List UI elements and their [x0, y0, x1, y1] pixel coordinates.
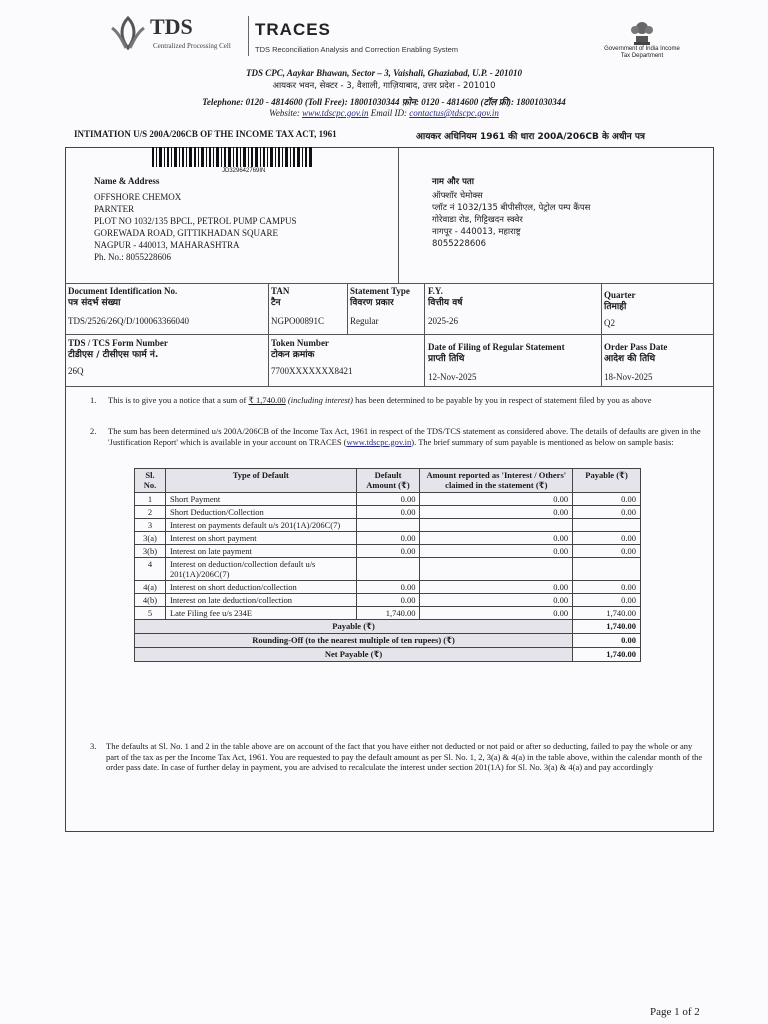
- tds-title: TDS: [150, 14, 193, 39]
- table-row: [135, 545, 641, 558]
- token-label: Token Number: [271, 338, 329, 348]
- table-row: [135, 594, 641, 607]
- cell-sl: 5: [135, 607, 166, 620]
- barcode-number: JD329642769IN: [222, 168, 266, 174]
- para-number: 3.: [90, 741, 97, 751]
- grid-line: [65, 334, 714, 335]
- phone-line: Telephone: 0120 - 4814600 (Toll Free): 18001030344 फ़ोन: 0120 - 4814600 (टॉल फ्री): 18001030344: [202, 97, 566, 107]
- table-header-row: [135, 469, 641, 493]
- barcode-icon: [152, 147, 312, 167]
- total-row: [135, 620, 641, 634]
- net-payable-row: [135, 648, 641, 662]
- cell-reported: 0.00: [420, 506, 573, 519]
- cell-default: 0.00: [356, 545, 420, 558]
- cell-type: Interest on short deduction/collection: [165, 581, 356, 594]
- cell-payable: 0.00: [573, 532, 641, 545]
- cell-sl: 4: [135, 558, 166, 581]
- website-label: Website:: [269, 108, 303, 118]
- para-number: 2.: [90, 426, 97, 436]
- rounding-label: Rounding-Off (to the nearest multiple of ten rupees) (₹): [135, 634, 573, 648]
- default-summary-table: [134, 468, 641, 662]
- cell-sl: 4(a): [135, 581, 166, 594]
- total-value: 1,740.00: [573, 620, 641, 634]
- cell-type: Short Deduction/Collection: [165, 506, 356, 519]
- cell-reported: 0.00: [420, 581, 573, 594]
- table-row: [135, 607, 641, 620]
- intimation-title-hi: आयकर अधिनियम 1961 की धारा 200A/206CB के अधीन पत्र: [416, 132, 645, 142]
- page-number: Page 1 of 2: [650, 1006, 700, 1018]
- cell-type: Late Filing fee u/s 234E: [165, 607, 356, 620]
- cell-sl: 2: [135, 506, 166, 519]
- form-value: 26Q: [68, 366, 84, 376]
- table-row: [135, 532, 641, 545]
- cell-default: 0.00: [356, 594, 420, 607]
- cell-reported: [420, 519, 573, 532]
- address-line: GOREWADA ROAD, GITTIKHADAN SQUARE: [94, 228, 278, 238]
- fy-cell: [428, 285, 462, 327]
- website-line: [0, 108, 768, 118]
- table-row: [135, 506, 641, 519]
- cell-sl: 4(b): [135, 594, 166, 607]
- address-hi: [432, 176, 590, 250]
- address-line: PLOT NO 1032/135 BPCL, PETROL PUMP CAMPUS: [94, 216, 297, 226]
- table-row: [135, 493, 641, 506]
- col-header-type: Type of Default: [165, 469, 356, 493]
- cell-payable: [573, 558, 641, 581]
- quarter-label: Quarter: [604, 290, 636, 300]
- grid-line: [347, 283, 348, 334]
- total-label: Payable (₹): [135, 620, 573, 634]
- national-emblem-icon: [622, 14, 662, 50]
- notice-paragraph-2: [108, 426, 708, 447]
- cell-default: 0.00: [356, 506, 420, 519]
- cpc-address-hi: आयकर भवन, सेक्टर - 3, वैशाली, गाज़ियाबाद, उत्तर प्रदेश - 201010: [272, 81, 496, 91]
- tan-value: NGPO00891C: [271, 316, 325, 326]
- cell-default: 0.00: [356, 532, 420, 545]
- quarter-cell: [604, 289, 636, 329]
- stmt-type-value: Regular: [350, 316, 379, 326]
- notice-amount: ₹ 1,740.00: [248, 395, 286, 405]
- quarter-label-hi: तिमाही: [604, 302, 627, 312]
- token-label-hi: टोकन क्रमांक: [271, 350, 315, 360]
- cell-payable: 1,740.00: [573, 607, 641, 620]
- cell-type: Interest on payments default u/s 201(1A)/206C(7): [165, 519, 356, 532]
- pass-date-cell: [604, 341, 667, 383]
- cell-default: [356, 519, 420, 532]
- traces-link[interactable]: www.tdscpc.gov.in: [346, 436, 412, 447]
- token-cell: [271, 337, 353, 377]
- col-header-sl: Sl. No.: [135, 469, 166, 493]
- pass-date-label-hi: आदेश की तिथि: [604, 354, 656, 364]
- filing-cell: [428, 341, 565, 383]
- col-header-payable: Payable (₹): [573, 469, 641, 493]
- cell-payable: 0.00: [573, 581, 641, 594]
- form-label-hi: टीडीएस / टीसीएस फार्म नं.: [68, 350, 159, 360]
- cell-default: [356, 558, 420, 581]
- doc-id-label: Document Identification No.: [68, 286, 178, 296]
- intimation-title-en: INTIMATION U/S 200A/206CB OF THE INCOME TAX ACT, 1961: [74, 129, 337, 139]
- cell-reported: 0.00: [420, 545, 573, 558]
- cpc-address-en: TDS CPC, Aaykar Bhawan, Sector – 3, Vaishali, Ghaziabad, U.P. - 201010: [245, 68, 523, 78]
- address-line-hi: गोरेवाडा रोड, गिट्टिखदन स्क्वेर: [432, 215, 523, 225]
- cell-default: 0.00: [356, 581, 420, 594]
- para2-post: ). The brief summary of sum payable is mentioned as below on sample basis:: [411, 436, 674, 447]
- quarter-value: Q2: [604, 318, 615, 328]
- cell-reported: [420, 558, 573, 581]
- cell-type: Interest on late payment: [165, 545, 356, 558]
- grid-line: [601, 283, 602, 386]
- rounding-value: 0.00: [573, 634, 641, 648]
- filing-value: 12-Nov-2025: [428, 372, 477, 382]
- notice-paragraph-3: The defaults at Sl. No. 1 and 2 in the table above are on account of the fact that you have either not deducted or not paid or after so deducting, failed to pay the whole or any part of the tax as per the Income Tax Act, 1961. You are requested to pay the default amount as per Sl. No. 1, 2, 3(a) & 4(a) in the table above, within the calendar month of the order pass date. In case of further delay in payment, you are advised to recalculate the interest under section 201(1A) for Sl. No. 3(a) & 4(a) and pay accordingly: [106, 741, 703, 772]
- address-line-hi: प्लॉट नं 1032/135 बीपीसीएल, पेट्रोल पम्प कैंपस: [432, 203, 591, 213]
- cell-payable: [573, 519, 641, 532]
- address-line: OFFSHORE CHEMOX: [94, 192, 182, 202]
- email-link[interactable]: contactus@tdscpc.gov.in: [409, 108, 499, 118]
- tds-subtitle: Centralized Processing Cell: [153, 42, 231, 50]
- cell-type: Interest on short payment: [165, 532, 356, 545]
- traces-title: TRACES: [255, 20, 331, 39]
- grid-line: [65, 386, 714, 387]
- fy-value: 2025-26: [428, 316, 458, 326]
- address-line: NAGPUR - 440013, MAHARASHTRA: [94, 240, 240, 250]
- traces-subtitle: TDS Reconciliation Analysis and Correction Enabling System: [255, 45, 459, 54]
- filing-label-hi: प्राप्ती तिथि: [428, 354, 465, 364]
- fy-label: F.Y.: [428, 286, 443, 296]
- grid-line: [65, 283, 714, 284]
- cell-payable: 0.00: [573, 506, 641, 519]
- address-line-hi: ऑफ्शॉर चेमोक्स: [432, 191, 483, 201]
- token-value: 7700XXXXXXX8421: [271, 366, 353, 376]
- tds-logo-icon: [108, 14, 148, 54]
- address-en: [94, 175, 296, 263]
- cell-sl: 3(b): [135, 545, 166, 558]
- tan-label-hi: टैन: [271, 298, 281, 308]
- emblem-caption: Government of India Income Tax Department: [604, 46, 680, 59]
- address-line-hi: 8055228606: [432, 239, 487, 249]
- fy-label-hi: वित्तीय वर्ष: [428, 298, 463, 308]
- email-label: Email ID:: [368, 108, 410, 118]
- address-phone: Ph. No.: 8055228606: [94, 252, 172, 262]
- stmt-type-label-hi: विवरण प्रकार: [350, 298, 394, 308]
- cell-reported: 0.00: [420, 594, 573, 607]
- cell-reported: 0.00: [420, 493, 573, 506]
- cell-sl: 3: [135, 519, 166, 532]
- website-link[interactable]: www.tdscpc.gov.in: [302, 108, 369, 118]
- cell-default: 0.00: [356, 493, 420, 506]
- cell-sl: 3(a): [135, 532, 166, 545]
- cell-reported: 0.00: [420, 532, 573, 545]
- net-payable-value: 1,740.00: [573, 648, 641, 662]
- para1-post: has been determined to be payable by you in respect of statement filed by you as above: [352, 395, 652, 405]
- stmt-type-cell: [350, 285, 410, 327]
- para-number: 1.: [90, 395, 97, 405]
- table-row: [135, 519, 641, 532]
- rounding-row: [135, 634, 641, 648]
- para1-pre: This is to give you a notice that a sum of: [108, 395, 249, 405]
- notice-paragraph-1: [108, 395, 708, 406]
- address-line: PARNTER: [94, 204, 135, 214]
- address-label-en: Name & Address: [94, 176, 160, 186]
- cell-type: Interest on deduction/collection default u/s 201(1A)/206C(7): [165, 558, 356, 581]
- stmt-type-label: Statement Type: [350, 286, 410, 296]
- col-header-reported: Amount reported as 'Interest / Others' claimed in the statement (₹): [420, 469, 573, 493]
- doc-id-cell: [68, 285, 189, 327]
- cell-reported: 0.00: [420, 607, 573, 620]
- table-row: [135, 581, 641, 594]
- cell-sl: 1: [135, 493, 166, 506]
- tan-label: TAN: [271, 286, 290, 296]
- doc-id-label-hi: पत्र संदर्भ संख्या: [68, 298, 121, 308]
- pass-date-value: 18-Nov-2025: [604, 372, 653, 382]
- address-label-hi: नाम और पता: [432, 177, 474, 187]
- cell-payable: 0.00: [573, 493, 641, 506]
- col-header-default: Default Amount (₹): [356, 469, 420, 493]
- filing-label: Date of Filing of Regular Statement: [428, 342, 565, 352]
- cell-payable: 0.00: [573, 545, 641, 558]
- doc-id-value: TDS/2526/26Q/D/100063366040: [68, 316, 190, 326]
- grid-line: [424, 283, 425, 386]
- header-divider: [248, 16, 249, 56]
- pass-date-label: Order Pass Date: [604, 342, 668, 352]
- cell-type: Short Payment: [165, 493, 356, 506]
- form-label: TDS / TCS Form Number: [68, 338, 168, 348]
- cell-type: Interest on late deduction/collection: [165, 594, 356, 607]
- table-row: [135, 558, 641, 581]
- form-cell: [68, 337, 168, 377]
- address-line-hi: नागपूर - 440013, महाराष्ट्र: [432, 227, 521, 237]
- grid-line: [268, 283, 269, 386]
- cell-payable: 0.00: [573, 594, 641, 607]
- para1-mid: (including interest): [285, 395, 353, 405]
- cell-default: 1,740.00: [356, 607, 420, 620]
- address-divider: [398, 147, 399, 283]
- net-payable-label: Net Payable (₹): [135, 648, 573, 662]
- para2-pre: The sum has been determined u/s 200A/206CB of the Income Tax Act, 1961 in respect of the TDS/TCS statement as considered above. The details of defaults are given in the 'Justification Report' which is available in your account on TRACES (: [108, 426, 701, 447]
- tan-cell: [271, 285, 324, 327]
